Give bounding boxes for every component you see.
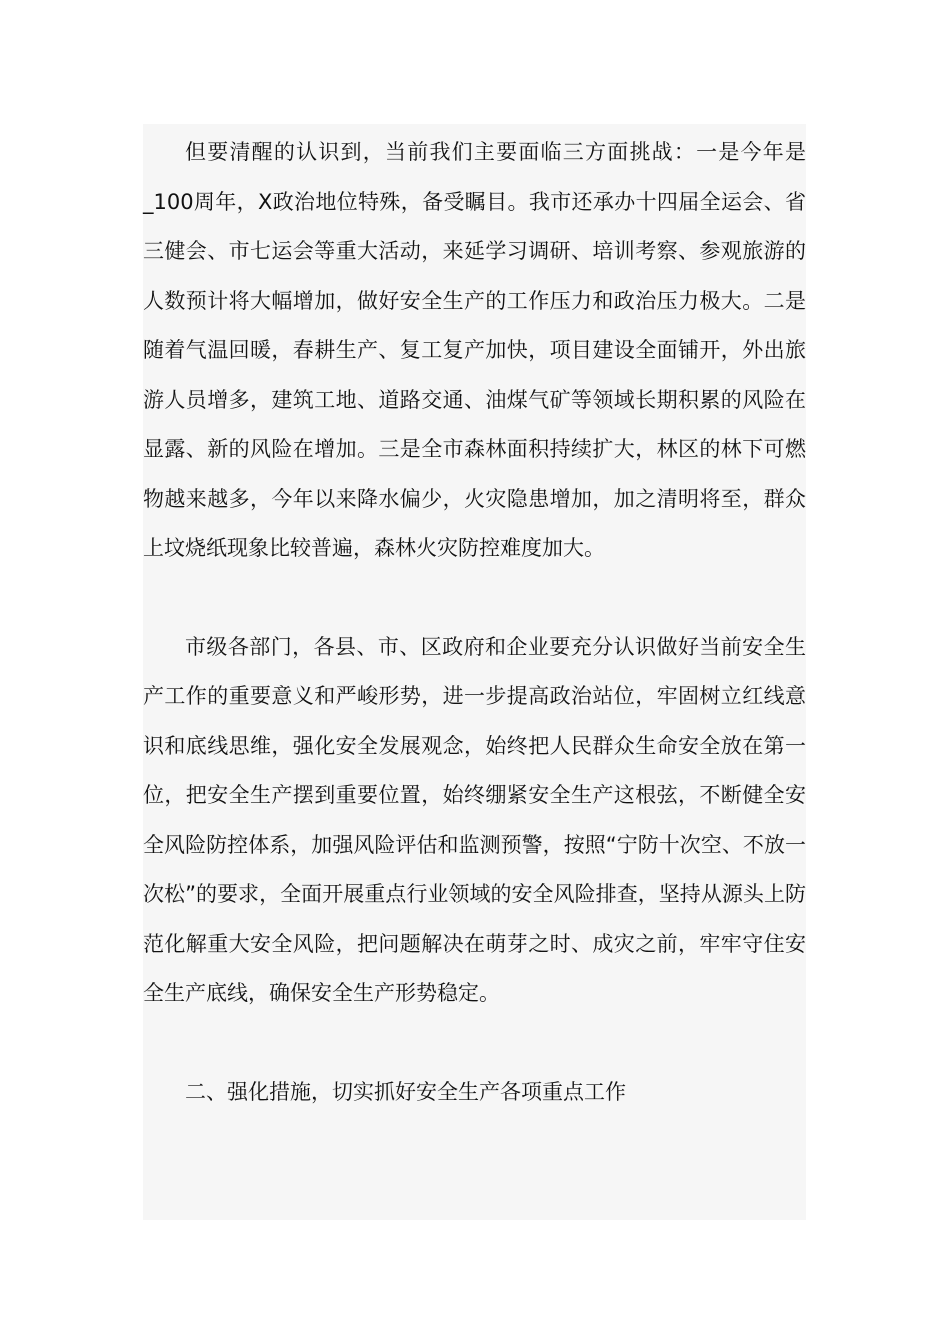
paragraph-challenges: 但要清醒的认识到，当前我们主要面临三方面挑战：一是今年是_100周年，X政治地位特殊，备受瞩目。我市还承办十四届全运会、省三健会、市七运会等重大活动，来延学习调研、培训考察、参观旅游的人数预计将大幅增加，做好安全生产的工作压力和政治压力极大。二是随着气温回暖，春耕生产、复工复产加快，项目建设全面铺开，外出旅游人员增多，建筑工地、道路交通、油煤气矿等领域长期积累的风险在显露、新的风险在增加。三是全市森林面积持续扩大，林区的林下可燃物越来越多，今年以来降水偏少，火灾隐患增加，加之清明将至，群众上坟烧纸现象比较普遍，森林火灾防控难度加大。 xyxy=(143,140,806,560)
section-heading: 二、强化措施，切实抓好安全生产各项重点工作 xyxy=(185,1079,626,1104)
document-body xyxy=(143,124,806,1220)
paragraph-requirements: 市级各部门，各县、市、区政府和企业要充分认识做好当前安全生产工作的重要意义和严峻形势，进一步提高政治站位，牢固树立红线意识和底线思维，强化安全发展观念，始终把人民群众生命安全放在第一位，把安全生产摆到重要位置，始终绷紧安全生产这根弦，不断健全安全风险防控体系，加强风险评估和监测预警，按照“宁防十次空、不放一次松”的要求，全面开展重点行业领域的安全风险排查，坚持从源头上防范化解重大安全风险，把问题解决在萌芽之时、成灾之前，牢牢守住安全生产底线，确保安全生产形势稳定。 xyxy=(143,634,806,1005)
